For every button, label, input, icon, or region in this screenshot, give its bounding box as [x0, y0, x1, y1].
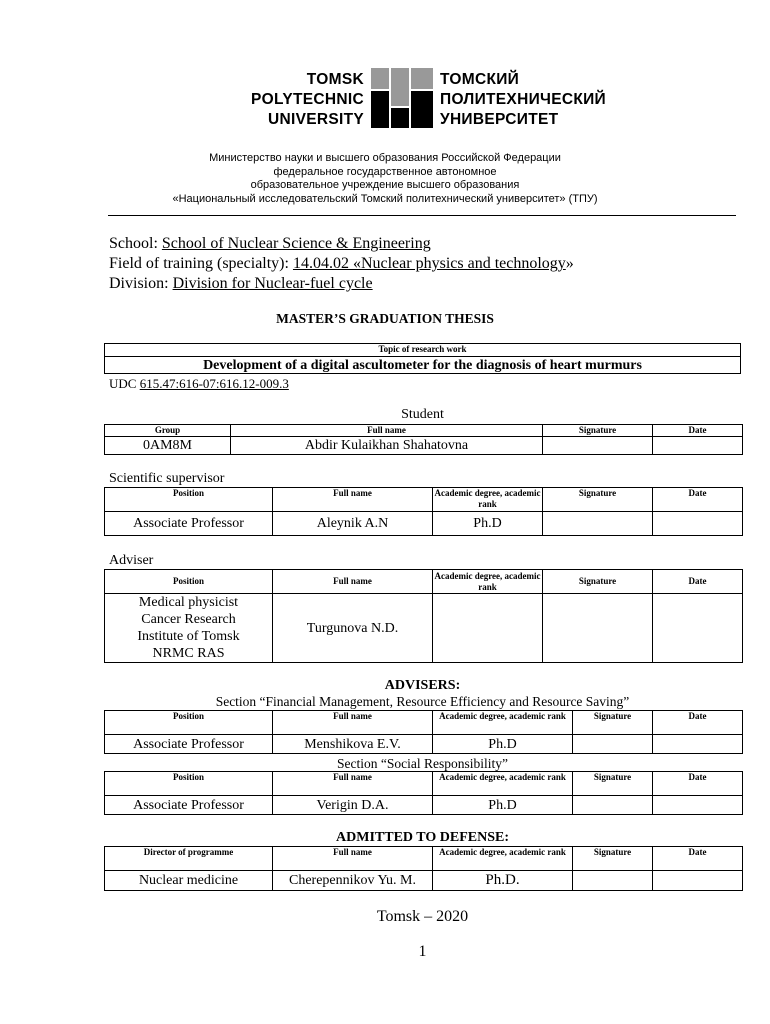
student-group: 0AM8M [105, 437, 231, 455]
admitted-programme: Nuclear medicine [105, 871, 273, 891]
header-divider [108, 215, 736, 216]
col-header: Date [653, 847, 743, 871]
social-signature [573, 796, 653, 815]
adviser-signature [543, 594, 653, 663]
col-header: Signature [573, 772, 653, 796]
col-header: Date [653, 711, 743, 735]
adviser-position-line: Medical physicist [138, 595, 239, 610]
udc-value: 615.47:616-07:616.12-009.3 [139, 376, 289, 391]
field-label: Field of training (specialty): [109, 255, 293, 272]
logo-text-english [232, 70, 364, 130]
admitted-title: ADMITTED TO DEFENSE: [336, 830, 509, 845]
adviser-name: Turgunova N.D. [273, 594, 433, 663]
adviser-table [104, 569, 743, 663]
field-line [109, 254, 574, 274]
col-header: Full name [273, 711, 433, 735]
financial-signature [573, 735, 653, 754]
col-header: Academic degree, academic rank [433, 711, 573, 735]
col-header: Full name [273, 847, 433, 871]
social-degree: Ph.D [433, 796, 573, 815]
admitted-name: Cherepennikov Yu. M. [273, 871, 433, 891]
col-header: Signature [573, 847, 653, 871]
supervisor-signature [543, 512, 653, 536]
topic-value: Development of a digital ascultometer for the diagnosis of heart murmurs [105, 357, 741, 374]
adviser-position-line: Institute of Tomsk [137, 629, 240, 644]
ministry-line: «Национальный исследовательский Томский политехнический университет» (ТПУ) [172, 192, 598, 205]
student-name: Abdir Kulaikhan Shahatovna [231, 437, 543, 455]
supervisor-label: Scientific supervisor [109, 471, 225, 486]
school-line [109, 234, 431, 254]
col-header: Director of programme [105, 847, 273, 871]
logo-line: POLYTECHNIC [251, 91, 364, 108]
division-line [109, 274, 373, 294]
col-header: Full name [273, 488, 433, 512]
col-header: Signature [543, 425, 653, 437]
ministry-line: федеральное государственное автономное [273, 165, 497, 178]
logo-line: ПОЛИТЕХНИЧЕСКИЙ [440, 91, 606, 108]
col-header: Date [653, 570, 743, 594]
financial-date [653, 735, 743, 754]
udc-label: UDC [109, 376, 140, 391]
col-header: Date [653, 488, 743, 512]
supervisor-date [653, 512, 743, 536]
col-header: Signature [543, 488, 653, 512]
col-header: Position [105, 772, 273, 796]
col-header: Position [105, 711, 273, 735]
col-header: Full name [231, 425, 543, 437]
adviser-position-line: Cancer Research [141, 612, 236, 627]
col-header: Academic degree, academic rank [433, 772, 573, 796]
financial-position: Associate Professor [105, 735, 273, 754]
division-value: Division for Nuclear-fuel cycle [172, 275, 373, 292]
adviser-date [653, 594, 743, 663]
student-table [104, 424, 743, 455]
col-header: Academic degree, academic rank [433, 488, 543, 512]
division-label: Division: [109, 275, 173, 292]
col-header: Date [653, 772, 743, 796]
social-section-label: Section “Social Responsibility” [337, 756, 508, 771]
ministry-header [100, 152, 670, 206]
col-header: Signature [573, 711, 653, 735]
col-header: Academic degree, academic rank [433, 847, 573, 871]
col-header: Signature [543, 570, 653, 594]
financial-name: Menshikova E.V. [273, 735, 433, 754]
udc-line [109, 374, 289, 394]
student-label: Student [401, 407, 444, 422]
ministry-line: образовательное учреждение высшего образования [250, 179, 520, 191]
student-date [653, 437, 743, 455]
page-number: 1 [418, 943, 427, 960]
school-value: School of Nuclear Science & Engineering [161, 235, 431, 252]
adviser-position [105, 594, 273, 663]
footer-city-year: Tomsk – 2020 [376, 908, 469, 925]
financial-degree: Ph.D [433, 735, 573, 754]
ministry-line: Министерство науки и высшего образования Российской Федерации [209, 152, 561, 164]
supervisor-table [104, 487, 743, 536]
col-header: Full name [273, 772, 433, 796]
advisers-title: ADVISERS: [384, 678, 461, 693]
col-header: Group [105, 425, 231, 437]
logo-line: UNIVERSITY [267, 111, 364, 128]
admitted-signature [573, 871, 653, 891]
logo-line: ТОМСКИЙ [440, 71, 520, 88]
adviser-degree [433, 594, 543, 663]
col-header: Position [105, 570, 273, 594]
col-header: Date [653, 425, 743, 437]
topic-header: Topic of research work [105, 344, 741, 357]
logo-line: TOMSK [306, 71, 364, 88]
social-name: Verigin D.A. [273, 796, 433, 815]
col-header: Academic degree, academic rank [434, 570, 541, 592]
university-logo-mark [371, 68, 433, 128]
admitted-degree: Ph.D. [433, 871, 573, 891]
financial-table [104, 710, 743, 754]
thesis-title: MASTER’S GRADUATION THESIS [276, 311, 494, 326]
logo-line: УНИВЕРСИТЕТ [440, 111, 559, 128]
admitted-date [653, 871, 743, 891]
social-position: Associate Professor [105, 796, 273, 815]
logo-text-russian [440, 70, 680, 130]
adviser-position-line: NRMC RAS [152, 646, 225, 661]
school-label: School: [109, 235, 162, 252]
student-signature [543, 437, 653, 455]
field-suffix: » [565, 255, 574, 272]
financial-section-label: Section “Financial Management, Resource Efficiency and Resource Saving” [215, 694, 630, 709]
social-table [104, 771, 743, 815]
col-header: Position [105, 488, 273, 512]
adviser-label: Adviser [109, 553, 154, 568]
topic-table [104, 343, 741, 374]
field-value: 14.04.02 «Nuclear physics and technology [292, 255, 566, 272]
supervisor-degree: Ph.D [433, 512, 543, 536]
admitted-table [104, 846, 743, 891]
col-header: Full name [273, 570, 433, 594]
social-date [653, 796, 743, 815]
supervisor-name: Aleynik A.N [273, 512, 433, 536]
supervisor-position: Associate Professor [105, 512, 273, 536]
